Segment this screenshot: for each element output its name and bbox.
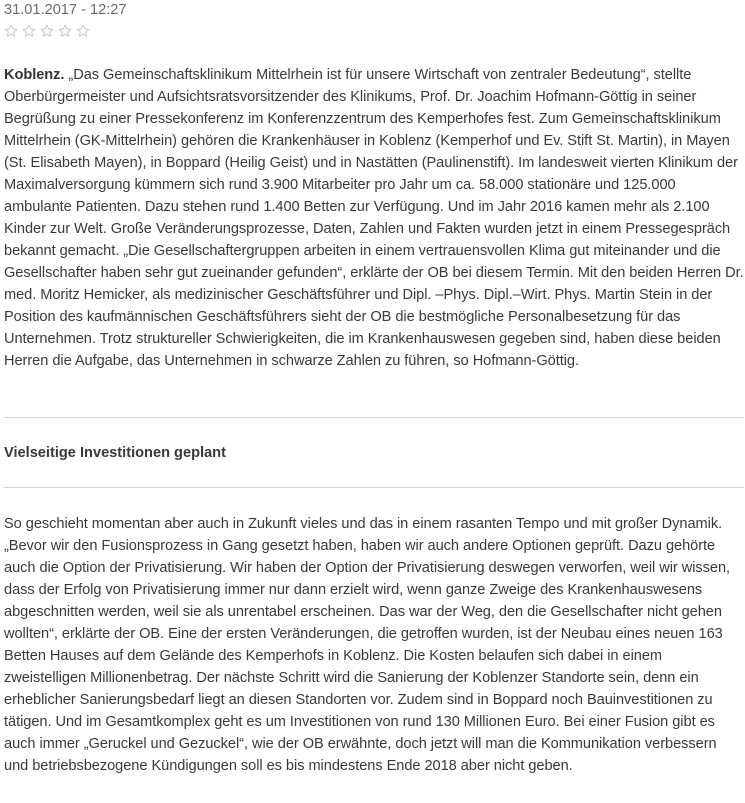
divider (4, 487, 744, 488)
paragraph-1-text: „Das Gemeinschaftsklinikum Mittelrhein ist für unsere Wirtschaft von zentraler Bedeutung“, stellte Oberbürgermeister und Aufsichtsratsvorsitzender des Klinikums, Prof. Dr. Joachim Hofmann-Göttig in seiner Begrüßung zu einer Pressekonferenz im Konferenzzentrum des Kemperhofes fest. Zum Gemeinschaftsklinikum Mittelrhein (GK-Mittelrhein) gehören die Krankenhäuser in Koblenz (Kemperhof und Ev. Stift St. Martin), in Mayen (St. Elisabeth Mayen), in Boppard (Heilig Geist) und in Nastätten (Paulinenstift). Im landesweit vierten Klinikum der Maximalversorgung kümmern sich rund 3.900 Mitarbeiter pro Jahr um ca. 58.000 stationäre und 125.000 ambulante Patienten. Dazu stehen rund 1.400 Betten zur Verfügung. Und im Jahr 2016 kamen mehr als 2.100 Kinder zur Welt. Große Veränderungsprozesse, Daten, Zahlen und Fakten wurden jetzt in einem Pressegespräch bekannt gemacht. „Die Gesellschaftergruppen arbeiten in einem vertrauensvollen Klima gut miteinander und die Gesellschafter haben sehr gut zueinander gefunden“, erklärte der OB bei diesem Termin. Mit den beiden Herren Dr. med. Moritz Hemicker, als medizinischer Geschäftsführer und Dipl. –Phys. Dipl.–Wirt. Phys. Martin Stein in der Position des kaufmännischen Geschäftsführers sieht der OB die bestmögliche Personalbesetzung für das Unternehmen. Trotz struktureller Schwierigkeiten, die im Krankenhauswesen gegeben sind, haben diese beiden Herren die Aufgabe, das Unternehmen in schwarze Zahlen zu führen, so Hofmann-Göttig. (4, 67, 744, 369)
divider (4, 417, 744, 418)
star-outline-icon[interactable] (76, 24, 90, 38)
rating-stars[interactable] (4, 24, 90, 44)
article-paragraph-2: So geschieht momentan aber auch in Zukunft vieles und das in einem rasanten Tempo und mit großer Dynamik. „Bevor wir den Fusionsprozess in Gang gesetzt haben, haben wir auch andere Optionen geprüft. Dazu gehörte auch die Option der Privatisierung. Wir haben der Option der Privatisierung deswegen verworfen, weil wir wissen, dass der Erfolg von Privatisierung immer nur dann erzielt wird, wenn ganze Zweige des Krankenhauswesens abgeschnitten werden, weil sie als unrentabel erscheinen. Das war der Weg, den die Gesellschafter nicht gehen wollten“, erklärte der OB. Eine der ersten Veränderungen, die getroffen wurden, ist der Neubau eines neuen 163 Betten Hauses auf dem Gelände des Kemperhofs in Koblenz. Die Kosten belaufen sich dabei in einem zweistelligen Millionenbetrag. Der nächste Schritt wird die Sanierung der Koblenzer Standorte sein, denn ein erheblicher Sanierungsbedarf liegt an diesen Standorten vor. Zudem sind in Boppard noch Bauinvestitionen zu tätigen. Und im Gesamtkomplex geht es um Investitionen von rund 130 Millionen Euro. Bei einer Fusion gibt es auch immer „Geruckel und Gezuckel“, wie der OB erwähnte, doch jetzt will man die Kommunikation verbessern und betriebsbezogene Kündigungen soll es bis mindestens Ende 2018 aber nicht geben. (4, 516, 731, 774)
star-outline-icon[interactable] (22, 24, 36, 38)
article-paragraph-1 (4, 64, 744, 372)
section-heading: Vielseitige Investitionen geplant (4, 445, 226, 461)
star-outline-icon[interactable] (58, 24, 72, 38)
star-outline-icon[interactable] (40, 24, 54, 38)
article-date: 31.01.2017 - 12:27 (4, 2, 127, 18)
lead-location: Koblenz. (4, 67, 65, 83)
star-outline-icon[interactable] (4, 24, 18, 38)
